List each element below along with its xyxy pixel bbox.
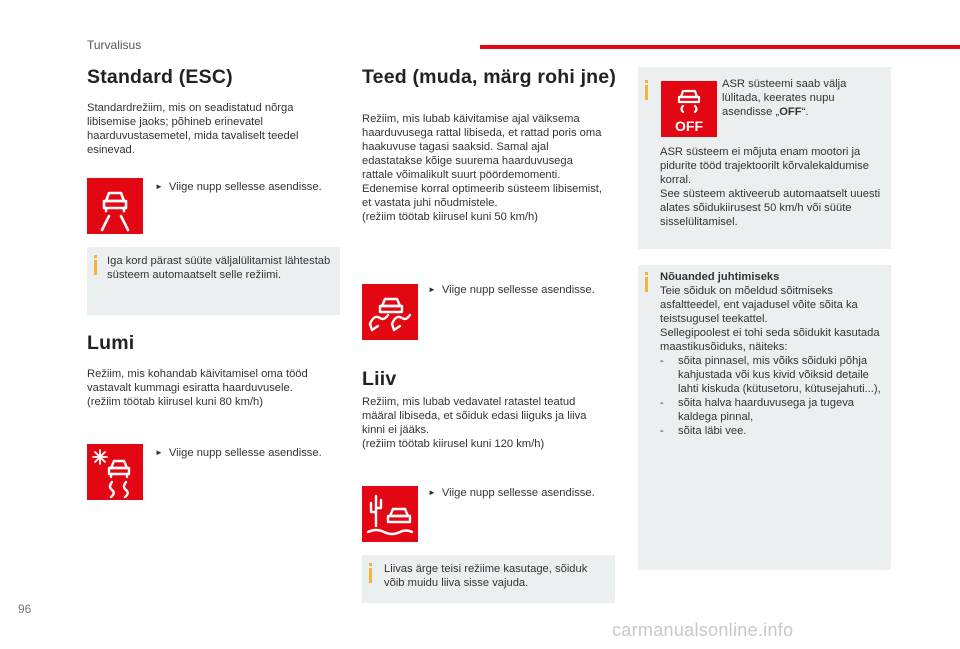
asr-info-box — [638, 67, 891, 249]
sand-mode-icon — [362, 486, 418, 542]
asr-off-icon — [661, 81, 717, 137]
mud-mode-icon — [362, 284, 418, 340]
advice-list — [660, 354, 888, 438]
standard-instruction — [155, 180, 340, 194]
snow-body: Režiim, mis kohandab käivitamisel oma tööd vastavalt kummagi esiratta haarduvusele. (režiim töötab kiirusel kuni 80 km/h) — [87, 368, 308, 408]
header-accent-bar — [480, 45, 960, 49]
asr-intro-after: “. — [801, 106, 809, 118]
asr-intro-off: OFF — [779, 106, 802, 118]
advice-body: Teie sõiduk on mõeldud sõitmiseks asfaltteedel, ent vajadusel võite sõita ka teistsugusel teekattel. Sellegipoolest ei tohi seda sõidukit kasutada maastikusõiduks, näiteks: — [660, 285, 880, 353]
list-item: - sõita halva haarduvusega ja tugeva kaldega pinnal, — [660, 397, 855, 423]
section-label: Turvalisus — [87, 38, 142, 52]
page-number: 96 — [18, 602, 32, 616]
sand-instruction-text: Viige nupp sellesse asendisse. — [441, 487, 595, 499]
standard-info-box — [87, 247, 340, 315]
arrow-right-icon: ► — [155, 182, 163, 191]
advice-info-box — [638, 265, 891, 570]
info-icon — [645, 85, 648, 100]
mud-instruction — [428, 283, 613, 297]
info-icon — [645, 277, 648, 292]
asr-off-label: OFF — [675, 118, 703, 134]
arrow-right-icon: ► — [428, 285, 436, 294]
standard-body: Standardrežiim, mis on seadistatud nõrga libisemise jaoks; põhineb erinevatel haarduvustasemetel, mida tavaliselt teedel esinevad. — [87, 102, 299, 156]
asr-intro — [722, 77, 882, 119]
standard-info-text: Iga kord pärast süüte väljalülitamist lähtestab süsteem automaatselt selle režiimi. — [107, 255, 331, 281]
list-item: - sõita pinnasel, mis võiks sõiduki põhja kahjustada või kus kivid võiksid detaile lahti kiskuda (kütusetoru, kütusejahuti...), — [660, 355, 881, 395]
sand-body: Režiim, mis lubab vedavatel ratastel teatud määral libiseda, et sõiduk edasi liiguks ja liiva kinni ei jääks. (režiim töötab kiirusel kuni 120 km/h) — [362, 396, 587, 450]
standard-instruction-text: Viige nupp sellesse asendisse. — [168, 181, 322, 193]
snow-instruction — [155, 446, 340, 460]
standard-mode-icon — [87, 178, 143, 234]
advice-content — [660, 270, 888, 438]
advice-title: Nõuanded juhtimiseks — [660, 271, 780, 283]
watermark: carmanualsonline.info — [612, 620, 794, 640]
snow-mode-icon — [87, 444, 143, 500]
mud-body: Režiim, mis lubab käivitamise ajal väiksema haarduvusega rattal libiseda, et rattad poris oma haakuvuse tagasi saaksid. Samal ajal edastatakse kõige suurema haarduvusega rattale võimalikult suurt pöördemomenti. Edenemise korral optimeerib süsteem libisemist, et vastata juhi nõudmistele. (režiim töötab kiirusel kuni 50 km/h) — [362, 113, 603, 223]
arrow-right-icon: ► — [428, 488, 436, 497]
sand-info-box — [362, 555, 615, 603]
asr-intro-before: ASR süsteemi saab välja lülitada, keerates nupu asendisse „ — [722, 78, 847, 118]
snow-instruction-text: Viige nupp sellesse asendisse. — [168, 447, 322, 459]
sand-title: Liiv — [362, 368, 397, 390]
mud-title: Teed (muda, märg rohi jne) — [362, 66, 617, 88]
info-icon — [369, 568, 372, 583]
asr-body: ASR süsteem ei mõjuta enam mootori ja pidurite tööd trajektoorilt kõrvalekaldumise korral. See süsteem aktiveerub automaatselt uuesti alates sõidukiirusest 50 km/h või süüte sisselülitamisel. — [660, 146, 881, 228]
arrow-right-icon: ► — [155, 448, 163, 457]
mud-instruction-text: Viige nupp sellesse asendisse. — [441, 284, 595, 296]
list-item: - sõita läbi vee. — [660, 425, 747, 437]
sand-info-text: Liivas ärge teisi režiime kasutage, sõiduk võib muidu liiva sisse vajuda. — [384, 563, 588, 589]
sand-instruction — [428, 486, 613, 500]
snow-title: Lumi — [87, 332, 135, 354]
standard-title: Standard (ESC) — [87, 66, 233, 88]
info-icon — [94, 260, 97, 275]
